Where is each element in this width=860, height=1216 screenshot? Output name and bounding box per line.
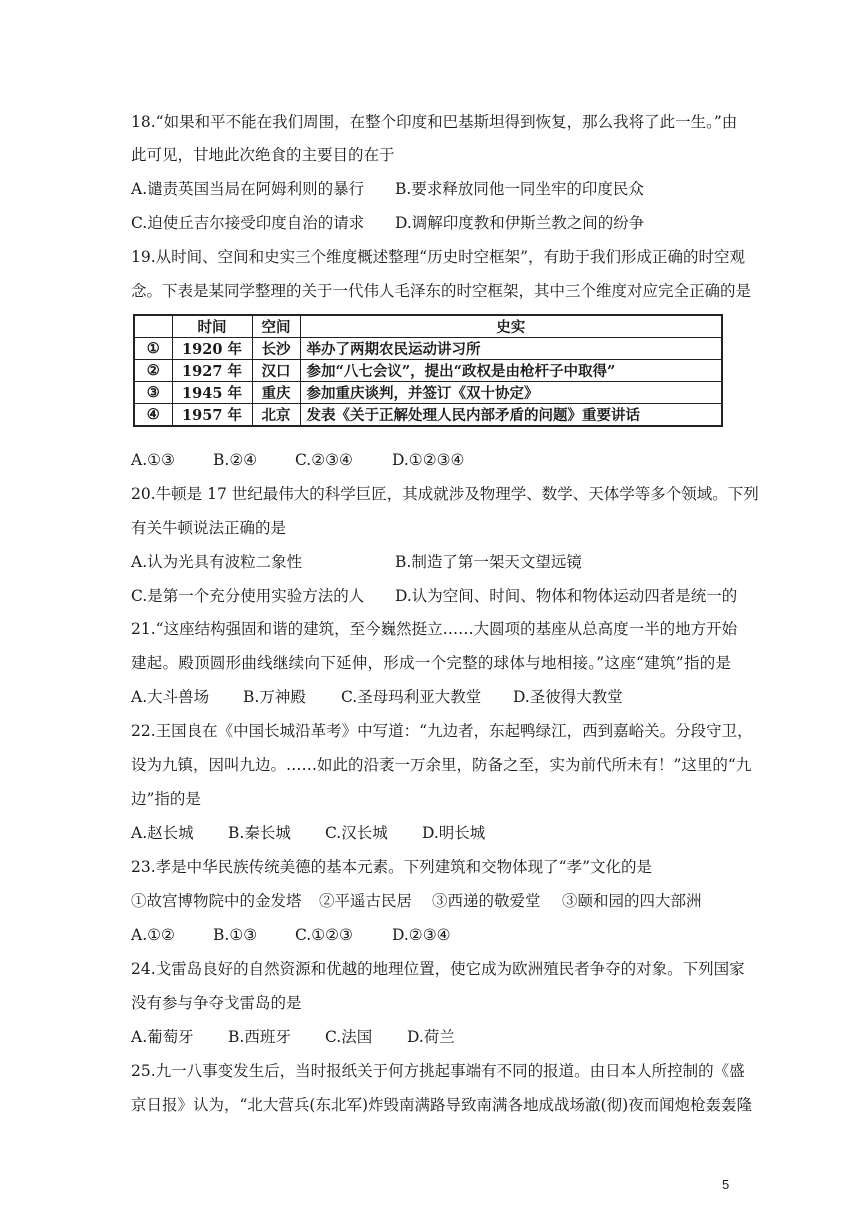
table-cell: 1945 年 (172, 382, 252, 404)
table-header-cell: 空间 (252, 315, 300, 338)
table-cell: ④ (134, 404, 172, 427)
q21-stem-line1: 21.“这座结构强固和谐的建筑，至今巍然挺立……大圆项的基座从总高度一半的地方开始 (131, 620, 738, 638)
q22-stem-line3: 边”指的是 (131, 790, 201, 808)
q23-option-b: B.①③ (213, 926, 258, 944)
table-row (134, 382, 722, 404)
table-cell: 1957 年 (172, 404, 252, 427)
table-header-cell (134, 315, 172, 338)
page-number: 5 (722, 1177, 730, 1192)
table-cell: ② (134, 360, 172, 382)
q19-option-c: C.②③④ (295, 451, 353, 469)
table-row (134, 404, 722, 427)
q23-option-a: A.①② (131, 926, 175, 944)
q21-option-b: B.万神殿 (243, 688, 306, 706)
q23-item-3: ③西递的敬爱堂 (432, 892, 541, 910)
q23-item-2: ②平遥古民居 (319, 892, 413, 910)
q18-stem-line2: 此可见，甘地此次绝食的主要目的在于 (131, 146, 395, 164)
table-header-cell: 史实 (300, 315, 722, 338)
table-row (134, 360, 722, 382)
q19-option-b: B.②④ (213, 451, 258, 469)
table-cell: 重庆 (252, 382, 300, 404)
q23-item-4: ③颐和园的四大部洲 (562, 892, 702, 910)
q18-option-a: A.谴责英国当局在阿姆利则的暴行 (131, 180, 365, 198)
q22-option-b: B.秦长城 (228, 824, 291, 842)
q20-option-c: C.是第一个充分使用实验方法的人 (131, 587, 365, 605)
q23-option-d: D.②③④ (392, 926, 451, 944)
table-row (134, 338, 722, 360)
q23-option-c: C.①②③ (295, 926, 353, 944)
history-timeline-table (133, 314, 723, 427)
q24-option-c: C.法国 (325, 1028, 373, 1046)
q19-stem-line2: 念。下表是某同学整理的关于一代伟人毛泽东的时空框架，其中三个维度对应完全正确的是 (131, 282, 752, 300)
q20-option-a: A.认为光具有波粒二象性 (131, 553, 303, 571)
q18-option-b: B.要求释放同他一同坐牢的印度民众 (395, 180, 644, 198)
q19-option-a: A.①③ (131, 451, 175, 469)
q23-item-1: ①故宫博物院中的金发塔 (131, 892, 302, 910)
table-cell: ③ (134, 382, 172, 404)
q25-stem-line2: 京日报》认为，“北大营兵(东北军)炸毁南满路导致南满各地成战场澈(彻)夜而闻炮枪轰轰隆 (131, 1096, 753, 1114)
q20-stem-line2: 有关牛顿说法正确的是 (131, 519, 287, 537)
table-cell: 发表《关于正解处理人民内部矛盾的问题》重要讲话 (300, 404, 722, 427)
q24-option-a: A.葡萄牙 (131, 1028, 194, 1046)
q23-stem-line1: 23.孝是中华民族传统美德的基本元素。下列建筑和交物体现了“孝”文化的是 (131, 858, 653, 876)
table-cell: 1920 年 (172, 338, 252, 360)
q19-option-d: D.①②③④ (392, 451, 465, 469)
q22-option-a: A.赵长城 (131, 824, 194, 842)
table-header-row (134, 315, 722, 338)
q22-option-c: C.汉长城 (325, 824, 388, 842)
table-cell: 长沙 (252, 338, 300, 360)
table-cell: 汉口 (252, 360, 300, 382)
q24-option-b: B.西班牙 (228, 1028, 291, 1046)
q21-option-c: C.圣母玛利亚大教堂 (341, 688, 482, 706)
table-cell: 参加重庆谈判，并签订《双十协定》 (300, 382, 722, 404)
q24-stem-line2: 没有参与争夺戈雷岛的是 (131, 994, 302, 1012)
q22-option-d: D.明长城 (422, 824, 486, 842)
q20-stem-line1: 20.牛顿是 17 世纪最伟大的科学巨匠，其成就涉及物理学、数学、天体学等多个领域。下列 (131, 485, 759, 503)
q22-stem-line1: 22.王国良在《中国长城沿革考》中写道：“九边者，东起鸭绿江，西到嘉峪关。分段守卫， (131, 722, 753, 740)
q19-stem-line1: 19.从时间、空间和史实三个维度概述整理“历史时空框架”，有助于我们形成正确的时空观 (131, 248, 746, 266)
q18-option-d: D.调解印度教和伊斯兰教之间的纷争 (395, 214, 645, 232)
q22-stem-line2: 设为九镇，因叫九边。……如此的沿袤一万余里，防备之至，实为前代所未有！”这里的“九 (131, 756, 752, 774)
q21-option-a: A.大斗兽场 (131, 688, 210, 706)
q25-stem-line1: 25.九一八事变发生后，当时报纸关于何方挑起事端有不同的报道。由日本人所控制的《盛 (131, 1062, 745, 1080)
table-cell: 举办了两期农民运动讲习所 (300, 338, 722, 360)
table-header-cell: 时间 (172, 315, 252, 338)
table-cell: 北京 (252, 404, 300, 427)
q21-option-d: D.圣彼得大教堂 (513, 688, 623, 706)
q21-stem-line2: 建起。殿顶圆形曲线继续向下延伸，形成一个完整的球体与地相接。”这座“建筑”指的是 (131, 654, 731, 672)
table-cell: 1927 年 (172, 360, 252, 382)
q18-stem-line1: 18.“如果和平不能在我们周围，在整个印度和巴基斯坦得到恢复，那么我将了此一生。”由 (131, 113, 738, 131)
q24-stem-line1: 24.戈雷岛良好的自然资源和优越的地理位置，使它成为欧洲殖民者争夺的对象。下列国家 (131, 960, 745, 978)
q20-option-b: B.制造了第一架天文望远镜 (395, 553, 582, 571)
table-cell: 参加“八七会议”，提出“政权是由枪杆子中取得” (300, 360, 722, 382)
table-cell: ① (134, 338, 172, 360)
q24-option-d: D.荷兰 (407, 1028, 455, 1046)
q20-option-d: D.认为空间、时间、物体和物体运动四者是统一的 (395, 587, 738, 605)
q18-option-c: C.迫使丘吉尔接受印度自治的请求 (131, 214, 365, 232)
